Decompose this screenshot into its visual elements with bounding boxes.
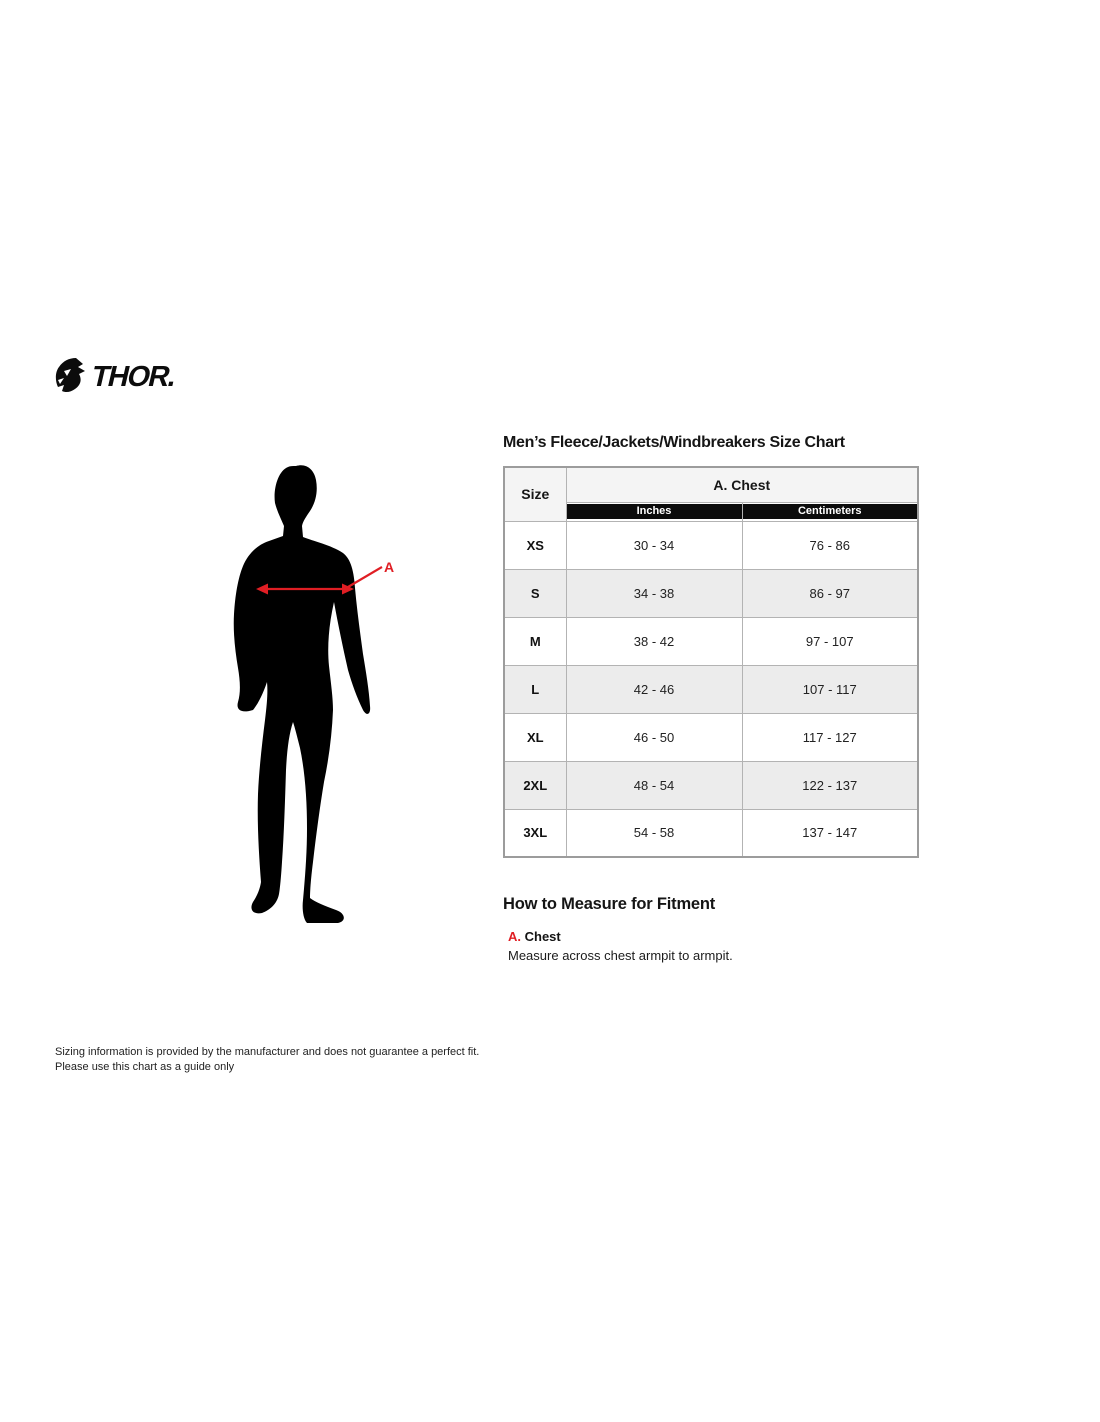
measure-letter: A.	[508, 929, 521, 944]
measure-item-chest	[503, 929, 917, 963]
thor-goat-icon	[55, 355, 89, 399]
column-group-header-chest: A. Chest	[566, 467, 918, 502]
measure-name: Chest	[524, 929, 561, 944]
measure-description: Measure across chest armpit to armpit.	[508, 948, 733, 963]
table-row-s	[504, 569, 918, 617]
inches-value: 46 - 50	[566, 713, 742, 761]
centimeters-value: 107 - 117	[742, 665, 918, 713]
centimeters-value: 86 - 97	[742, 569, 918, 617]
disclaimer-line-1: Sizing information is provided by the manufacturer and does not guarantee a perfect fit.	[55, 1046, 480, 1058]
disclaimer-line-2: Please use this chart as a guide only	[55, 1061, 235, 1073]
size-label: S	[504, 569, 566, 617]
size-label: XS	[504, 521, 566, 569]
inches-value: 48 - 54	[566, 761, 742, 809]
table-row-3xl	[504, 809, 918, 857]
inches-value: 54 - 58	[566, 809, 742, 857]
size-label: XL	[504, 713, 566, 761]
centimeters-value: 76 - 86	[742, 521, 918, 569]
sizing-disclaimer	[55, 1045, 479, 1075]
table-row-m	[504, 617, 918, 665]
size-chart-title: Men’s Fleece/Jackets/Windbreakers Size Chart	[503, 434, 845, 451]
centimeters-value: 117 - 127	[742, 713, 918, 761]
size-label: 3XL	[504, 809, 566, 857]
centimeters-value: 97 - 107	[742, 617, 918, 665]
measure-item-label	[508, 929, 917, 944]
inches-value: 42 - 46	[566, 665, 742, 713]
centimeters-value: 137 - 147	[742, 809, 918, 857]
centimeters-value: 122 - 137	[742, 761, 918, 809]
table-row-2xl	[504, 761, 918, 809]
column-header-centimeters: Centimeters	[742, 502, 918, 521]
thor-logo	[55, 354, 179, 400]
size-label: L	[504, 665, 566, 713]
table-row-l	[504, 665, 918, 713]
male-silhouette-shape	[234, 465, 370, 923]
measurement-figure	[210, 458, 460, 958]
size-label: M	[504, 617, 566, 665]
inches-value: 30 - 34	[566, 521, 742, 569]
inches-value: 34 - 38	[566, 569, 742, 617]
male-silhouette-diagram	[210, 458, 460, 958]
table-row-xs	[504, 521, 918, 569]
column-header-size: Size	[504, 467, 566, 521]
table-row-xl	[504, 713, 918, 761]
inches-value: 38 - 42	[566, 617, 742, 665]
size-label: 2XL	[504, 761, 566, 809]
size-chart-content	[503, 434, 917, 963]
chest-measurement-label: A	[384, 559, 395, 575]
size-chart-table	[503, 466, 919, 858]
thor-logo-text: THOR.	[88, 360, 179, 393]
column-header-inches: Inches	[566, 502, 742, 521]
how-to-measure-heading: How to Measure for Fitment	[503, 895, 716, 913]
